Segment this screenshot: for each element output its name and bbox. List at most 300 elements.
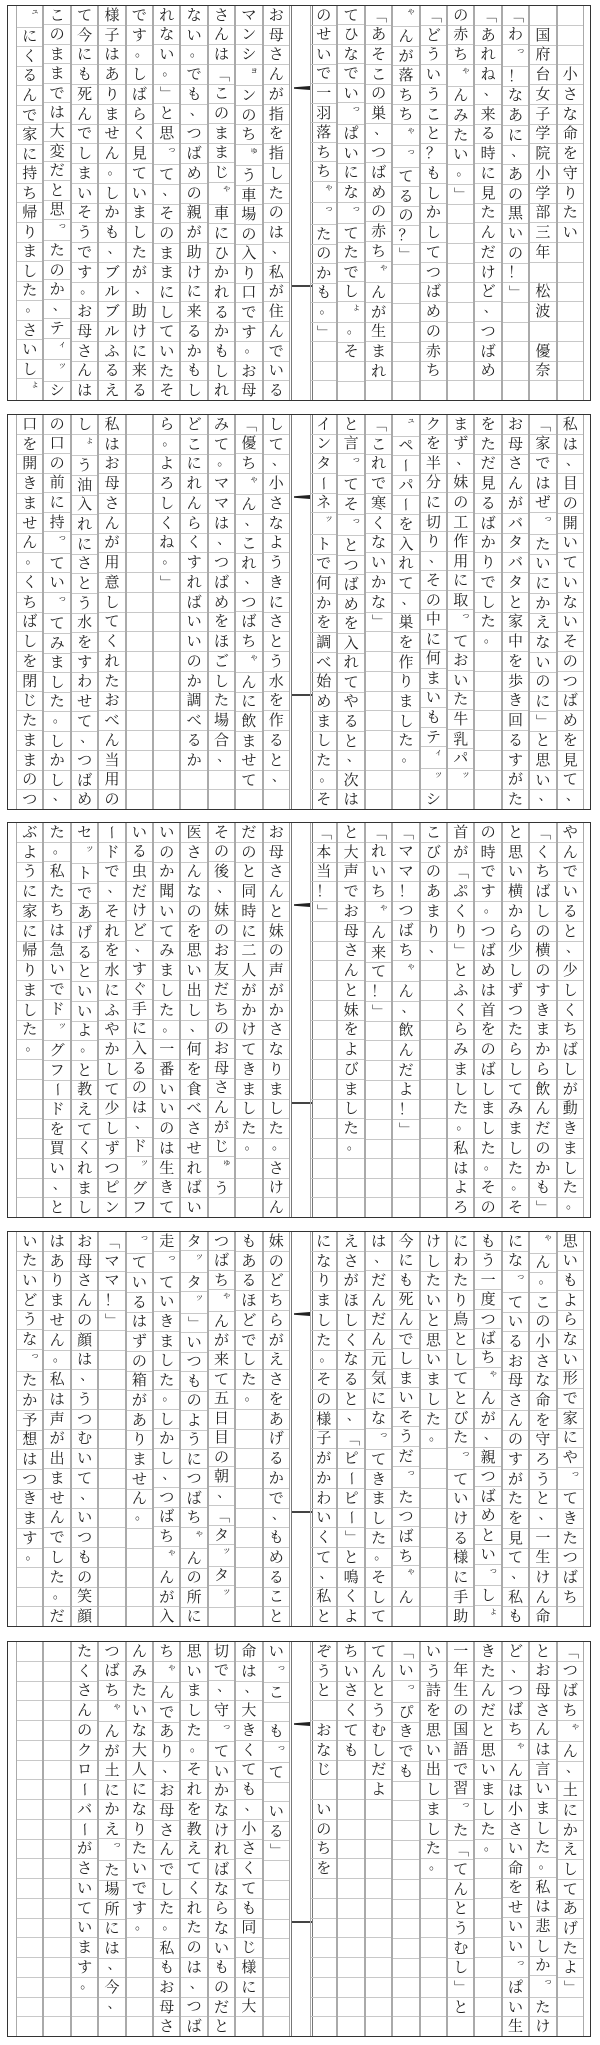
grid-cell: た	[366, 1529, 391, 1549]
grid-cell: て	[393, 574, 418, 594]
grid-cell: 時	[475, 843, 500, 863]
grid-cell	[44, 1899, 69, 1919]
grid-cell: ち	[393, 941, 418, 961]
grid-cell: っ	[154, 1252, 179, 1274]
grid-cell: ク	[72, 1741, 97, 1761]
grid-cell: 時	[475, 144, 500, 164]
grid-cell: ち	[209, 1000, 234, 1020]
grid-cell: 台	[530, 65, 555, 85]
grid-cell: め	[421, 302, 446, 322]
grid-cell: は	[264, 223, 289, 243]
grid-cell: か	[99, 204, 124, 224]
grid-cell: い	[44, 573, 69, 593]
grid-cell	[44, 1879, 69, 1899]
grid-cell: で	[558, 1389, 583, 1409]
grid-cell: と	[72, 963, 97, 983]
grid-cell: 「	[236, 415, 261, 435]
grid-cell: フ	[131, 1198, 147, 1217]
grid-cell: 教	[72, 1081, 97, 1101]
grid-cell: を	[264, 692, 289, 712]
grid-cell	[99, 1449, 124, 1469]
grid-cell	[17, 1682, 42, 1702]
grid-cell: 笑	[72, 1588, 97, 1608]
grid-cell: あ	[503, 106, 528, 126]
grid-cell: て	[503, 1293, 528, 1313]
grid-cell: 赤	[448, 26, 473, 46]
grid-cell: じ	[209, 1138, 234, 1158]
grid-cell: 私	[448, 1139, 473, 1159]
grid-cell: る	[268, 381, 284, 400]
grid-cell: タ	[209, 1567, 234, 1586]
grid-cell: 、	[366, 1252, 391, 1272]
grid-cell: 、	[558, 942, 583, 962]
grid-cell	[17, 1780, 42, 1800]
grid-cell: ん	[209, 1098, 234, 1118]
grid-cell: げ	[558, 1919, 583, 1939]
grid-cell	[209, 790, 234, 809]
grid-cell: つ	[236, 593, 261, 613]
grid-cell: 。	[154, 435, 179, 455]
grid-cell: 習	[448, 1780, 473, 1800]
grid-cell: ま	[475, 1100, 500, 1120]
grid-cell: て	[181, 1859, 206, 1879]
grid-cell: バ	[72, 1800, 97, 1820]
grid-cell: 小	[503, 1800, 528, 1820]
grid-cell	[421, 1179, 446, 1199]
grid-cell: 閉	[17, 672, 42, 692]
grid-cell: 、	[209, 534, 234, 554]
grid-cell: の	[421, 591, 446, 611]
grid-cell: さ	[181, 1119, 206, 1139]
grid-cell: く	[17, 47, 42, 67]
grid-cell: 何	[181, 1040, 206, 1060]
grid-cell: ま	[209, 124, 234, 144]
grid-cell: 来	[209, 1351, 234, 1370]
grid-cell: 」	[530, 712, 555, 732]
grid-cell: 水	[264, 672, 289, 692]
grid-cell	[311, 362, 336, 382]
grid-cell: 、	[475, 1429, 500, 1448]
grid-cell: を	[530, 1411, 555, 1431]
grid-cell: た	[448, 126, 473, 146]
text-column	[337, 823, 364, 1217]
grid-cell: す	[475, 882, 500, 902]
grid-cell	[393, 1140, 418, 1160]
text-column	[126, 415, 153, 809]
grid-cell: 入	[393, 535, 418, 555]
grid-cell	[393, 1841, 418, 1861]
grid-cell: タ	[311, 454, 336, 474]
grid-cell: め	[311, 692, 336, 712]
grid-cell: 中	[503, 632, 528, 652]
grid-cell: け	[421, 1232, 446, 1252]
grid-cell: ン	[236, 26, 261, 46]
grid-cell: ち	[393, 1547, 418, 1567]
grid-cell: 巣	[366, 104, 391, 124]
grid-cell: ん	[448, 87, 473, 107]
grid-cell: た	[448, 1821, 473, 1841]
grid-cell: り	[448, 922, 473, 942]
grid-cell: ん	[503, 1411, 528, 1431]
grid-cell	[236, 1430, 261, 1450]
text-column	[420, 823, 447, 1217]
grid-cell: 、	[421, 552, 446, 572]
grid-cell: の	[181, 1938, 206, 1958]
grid-cell: お	[154, 1782, 179, 1802]
grid-cell: 、	[44, 1179, 69, 1199]
grid-cell: た	[209, 692, 234, 712]
grid-cell: に	[558, 1801, 583, 1821]
grid-cell: 」	[264, 1841, 289, 1861]
grid-cell	[558, 2017, 583, 2036]
grid-cell	[338, 1978, 363, 1998]
grid-cell	[421, 981, 446, 1001]
grid-cell: で	[338, 882, 363, 902]
grid-cell: に	[338, 164, 363, 183]
grid-cell: た	[448, 1429, 473, 1449]
grid-cell: お	[209, 941, 234, 961]
grid-cell: と	[338, 823, 363, 843]
grid-cell	[366, 790, 391, 809]
grid-cell: い	[558, 1252, 583, 1272]
grid-cell: 私	[44, 862, 69, 882]
grid-cell: ら	[154, 415, 179, 435]
left-half-page	[10, 6, 290, 400]
grid-cell: に	[393, 1252, 418, 1272]
grid-cell: 。	[209, 455, 234, 475]
grid-cell: か	[181, 342, 206, 362]
text-column	[16, 415, 43, 809]
grid-cell: そ	[154, 205, 179, 225]
grid-cell: マ	[209, 474, 234, 494]
grid-cell: め	[475, 362, 500, 382]
text-column	[529, 415, 556, 809]
grid-cell	[17, 1978, 42, 1998]
grid-cell	[475, 1899, 500, 1919]
grid-cell	[475, 1919, 500, 1939]
grid-cell: た	[99, 672, 124, 692]
grid-cell: た	[558, 1179, 583, 1199]
grid-cell	[127, 652, 152, 672]
text-column	[126, 1642, 153, 2036]
grid-cell: 私	[503, 1588, 528, 1608]
grid-cell: 見	[558, 751, 583, 771]
grid-cell: は	[44, 1390, 69, 1410]
grid-cell: 度	[475, 1290, 500, 1309]
grid-cell	[17, 1139, 42, 1159]
grid-cell: が	[99, 534, 124, 554]
grid-cell: 。	[127, 1509, 152, 1529]
grid-cell: ゃ	[99, 1701, 124, 1723]
grid-cell: も	[475, 1232, 500, 1251]
left-half-page	[10, 1642, 290, 2036]
grid-cell: っ	[558, 1468, 583, 1490]
grid-cell: も	[421, 164, 446, 184]
grid-cell: が	[393, 47, 418, 66]
grid-cell: つ	[22, 790, 38, 809]
grid-cell	[99, 1351, 124, 1371]
grid-cell: る	[558, 902, 583, 922]
center-line-marker-icon	[292, 693, 312, 697]
text-column	[502, 823, 529, 1217]
grid-cell: め	[77, 790, 93, 809]
grid-cell: い	[181, 632, 206, 652]
grid-cell: 」	[558, 1978, 583, 1998]
grid-cell: こ	[421, 823, 446, 843]
right-half-page	[310, 6, 584, 400]
grid-cell: が	[448, 843, 473, 863]
grid-cell	[311, 1879, 336, 1899]
grid-cell: た	[393, 1488, 418, 1508]
grid-cell: て	[371, 1607, 387, 1626]
grid-cell: 「	[503, 6, 528, 26]
grid-cell: し	[154, 1880, 179, 1900]
center-line-marker-icon	[292, 1920, 312, 1924]
grid-cell: よ	[181, 1411, 206, 1430]
grid-cell: ば	[475, 514, 500, 534]
grid-cell: 命	[558, 125, 583, 145]
grid-cell	[558, 302, 583, 322]
grid-cell: こ	[366, 435, 391, 455]
grid-cell: し	[99, 184, 124, 204]
grid-cell: た	[154, 1371, 179, 1391]
grid-cell: べ	[181, 711, 206, 731]
grid-cell: て	[236, 1040, 261, 1060]
grid-cell: ん	[72, 1701, 97, 1721]
grid-cell: く	[154, 514, 179, 534]
grid-cell: い	[154, 45, 179, 65]
grid-cell: で	[127, 1879, 152, 1899]
grid-cell: 親	[475, 1448, 500, 1467]
grid-cell: し	[448, 1350, 473, 1370]
grid-cell: れ	[214, 381, 230, 400]
grid-cell: る	[264, 731, 289, 751]
grid-cell: れ	[236, 554, 261, 574]
grid-cell	[448, 2017, 473, 2036]
grid-cell: ば	[475, 1060, 500, 1080]
grid-cell	[99, 2017, 124, 2036]
grid-cell: 、	[236, 515, 261, 535]
grid-cell: の	[264, 942, 289, 962]
grid-cell: だ	[475, 243, 500, 263]
grid-cell: ち	[421, 362, 446, 382]
grid-cell	[558, 283, 583, 303]
grid-cell: ー	[99, 823, 124, 843]
grid-cell: な	[558, 593, 583, 613]
grid-cell: か	[181, 751, 206, 771]
grid-cell: お	[99, 692, 124, 712]
grid-cell: ん	[209, 26, 234, 46]
grid-cell: そ	[99, 902, 124, 922]
grid-cell: 、	[475, 302, 500, 322]
text-column	[180, 6, 207, 400]
grid-cell: 首	[475, 1001, 500, 1021]
grid-cell: 大	[236, 1701, 261, 1721]
grid-cell	[393, 265, 418, 284]
grid-cell: れ	[181, 1780, 206, 1800]
grid-cell: 国	[448, 1721, 473, 1741]
grid-cell	[154, 771, 179, 791]
grid-cell: し	[236, 1351, 261, 1371]
text-column	[71, 415, 98, 809]
grid-cell: て	[366, 963, 391, 983]
grid-cell: あ	[421, 882, 446, 902]
grid-cell: な	[209, 1880, 234, 1900]
grid-cell: ま	[72, 1938, 97, 1958]
grid-cell	[558, 6, 583, 26]
grid-cell: 、	[209, 882, 234, 902]
grid-cell: 、	[421, 942, 446, 962]
grid-cell: び	[448, 1409, 473, 1429]
text-column	[365, 6, 392, 400]
grid-cell: が	[72, 1840, 97, 1860]
grid-cell	[236, 1449, 261, 1469]
grid-cell: 私	[558, 415, 583, 435]
grid-cell	[366, 1179, 391, 1199]
grid-cell	[366, 692, 391, 712]
grid-cell: す	[181, 553, 206, 573]
grid-cell: 顔	[72, 1331, 97, 1351]
grid-cell: と	[503, 823, 528, 843]
grid-cell: し	[154, 1410, 179, 1430]
grid-cell	[181, 771, 206, 791]
grid-cell: 。	[311, 771, 336, 791]
grid-cell: く	[72, 1140, 97, 1160]
grid-cell: ら	[181, 514, 206, 534]
grid-cell: い	[558, 613, 583, 633]
grid-cell: て	[209, 1370, 234, 1389]
grid-cell: あ	[475, 26, 500, 46]
grid-cell: 私	[44, 1370, 69, 1390]
grid-cell: い	[72, 1449, 97, 1469]
grid-cell: す	[17, 1529, 42, 1549]
grid-cell: し	[366, 1509, 391, 1529]
grid-cell: か	[530, 1957, 555, 1977]
grid-cell: バ	[503, 514, 528, 534]
grid-cell: さ	[236, 1840, 261, 1860]
grid-cell: 。	[154, 1919, 179, 1939]
grid-cell: を	[72, 633, 97, 653]
grid-cell: 人	[236, 961, 261, 981]
grid-cell: ち	[209, 1271, 234, 1290]
grid-cell: ゃ	[366, 262, 391, 284]
grid-cell: ま	[311, 1291, 336, 1311]
grid-cell: く	[236, 1859, 261, 1879]
grid-cell: 」	[154, 573, 179, 593]
grid-cell: ん	[99, 144, 124, 164]
manuscript-sheet	[7, 414, 591, 810]
grid-cell	[127, 1549, 152, 1569]
grid-cell: 羽	[311, 104, 336, 124]
grid-cell: そ	[311, 1370, 336, 1390]
grid-cell: や	[338, 693, 363, 713]
grid-cell: ち	[181, 1508, 206, 1527]
grid-cell: ド	[44, 1000, 69, 1020]
grid-cell	[366, 672, 391, 692]
grid-cell	[366, 1938, 391, 1958]
grid-cell: が	[503, 771, 528, 791]
grid-cell: ろ	[530, 1450, 555, 1470]
grid-cell: と	[264, 751, 289, 771]
grid-cell: 」	[448, 1978, 473, 1998]
grid-cell: い	[72, 184, 97, 204]
grid-cell: 本	[311, 843, 336, 863]
grid-cell: し	[17, 632, 42, 652]
grid-cell: 、	[72, 1489, 97, 1509]
grid-cell: し	[393, 1349, 418, 1369]
grid-cell: い	[530, 653, 555, 673]
grid-cell: 生	[366, 323, 391, 343]
grid-cell: き	[154, 1312, 179, 1332]
grid-cell: あ	[72, 904, 97, 924]
grid-cell: い	[127, 1859, 152, 1879]
grid-cell: を	[17, 652, 42, 672]
grid-cell: に	[236, 693, 261, 713]
grid-cell: ま	[448, 1060, 473, 1080]
grid-cell	[366, 2017, 391, 2036]
grid-cell: り	[127, 1431, 152, 1451]
grid-cell: ん	[181, 494, 206, 514]
grid-cell: ん	[154, 1568, 179, 1588]
grid-cell: 命	[535, 1607, 551, 1626]
grid-cell: か	[366, 573, 391, 593]
grid-cell: 。	[236, 342, 261, 362]
grid-cell: ら	[503, 922, 528, 942]
grid-cell: を	[311, 1859, 336, 1879]
grid-cell: い	[17, 1232, 42, 1252]
grid-cell: お	[154, 1978, 179, 1998]
grid-cell	[448, 303, 473, 323]
grid-cell: ゃ	[236, 474, 261, 496]
grid-cell: が	[264, 1331, 289, 1351]
grid-cell: 、	[44, 300, 69, 319]
grid-cell: い	[503, 1937, 528, 1957]
grid-cell: ち	[448, 45, 473, 65]
grid-cell: た	[503, 1021, 528, 1041]
grid-cell: っ	[338, 203, 363, 224]
grid-cell: の	[236, 225, 261, 245]
grid-cell: い	[421, 689, 446, 709]
grid-cell: つ	[209, 1232, 234, 1251]
grid-cell: し	[366, 1741, 391, 1761]
grid-cell: ま	[421, 669, 446, 689]
grid-cell: し	[181, 1001, 206, 1021]
center-line-marker-icon	[292, 1101, 312, 1105]
grid-cell: ん	[17, 534, 42, 554]
grid-cell	[366, 1081, 391, 1101]
grid-cell: が	[99, 1742, 124, 1762]
grid-cell: か	[421, 204, 446, 224]
grid-cell: い	[311, 1800, 336, 1820]
grid-cell: い	[503, 1918, 528, 1938]
grid-cell: ま	[99, 105, 124, 125]
grid-cell: っ	[530, 513, 555, 535]
grid-cell: 横	[503, 882, 528, 902]
grid-cell: う	[72, 223, 97, 243]
grid-cell: の	[181, 1569, 206, 1588]
grid-cell: お	[236, 362, 261, 382]
grid-cell: る	[448, 1529, 473, 1549]
grid-cell: か	[99, 1040, 124, 1060]
grid-cell: ゃ	[154, 1662, 179, 1684]
text-column	[180, 823, 207, 1217]
grid-cell: ば	[421, 283, 446, 303]
text-column	[447, 6, 474, 400]
grid-cell: っ	[311, 203, 336, 225]
grid-cell: ば	[209, 1251, 234, 1270]
grid-cell: し	[393, 712, 418, 732]
text-column	[153, 823, 180, 1217]
